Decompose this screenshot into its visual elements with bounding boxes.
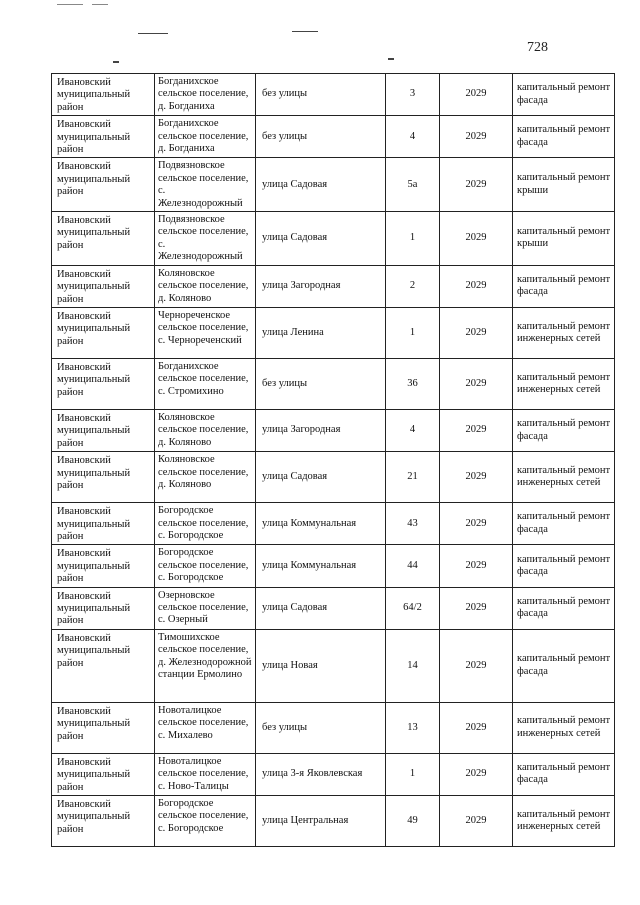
street-cell: без улицы (256, 116, 386, 158)
year-cell: 2029 (440, 452, 513, 503)
settlement-cell: Новоталицкое сельское поселение, с. Михалево (155, 702, 256, 753)
settlement-cell: Подвязновское сельское поселение, с. Железнодорожный (155, 212, 256, 266)
table-row (52, 74, 615, 116)
district-cell: Ивановский муниципальный район (52, 307, 155, 358)
district-cell: Ивановский муниципальный район (52, 358, 155, 409)
house-number-cell: 64/2 (386, 587, 440, 629)
year-cell: 2029 (440, 702, 513, 753)
settlement-cell: Новоталицкое сельское поселение, с. Ново-Талицы (155, 753, 256, 795)
table-row (52, 503, 615, 545)
year-cell: 2029 (440, 629, 513, 702)
year-cell: 2029 (440, 212, 513, 266)
district-cell: Ивановский муниципальный район (52, 409, 155, 451)
district-cell: Ивановский муниципальный район (52, 265, 155, 307)
street-cell: улица Новая (256, 629, 386, 702)
street-cell: улица Центральная (256, 796, 386, 847)
district-cell: Ивановский муниципальный район (52, 587, 155, 629)
house-number-cell: 21 (386, 452, 440, 503)
scan-artifact (113, 61, 119, 63)
house-number-cell: 36 (386, 358, 440, 409)
district-cell: Ивановский муниципальный район (52, 212, 155, 266)
settlement-cell: Тимошихское сельское поселение, д. Железнодорожной станции Ермолино (155, 629, 256, 702)
year-cell: 2029 (440, 796, 513, 847)
work-type-cell: капитальный ремонт фасада (513, 409, 615, 451)
work-type-cell: капитальный ремонт фасада (513, 74, 615, 116)
settlement-cell: Богданихское сельское поселение, д. Богданиха (155, 116, 256, 158)
page-number: 728 (527, 40, 548, 55)
table-row (52, 358, 615, 409)
district-cell: Ивановский муниципальный район (52, 702, 155, 753)
settlement-cell: Чернореченское сельское поселение, с. Чернореченский (155, 307, 256, 358)
settlement-cell: Богородское сельское поселение, с. Богородское (155, 503, 256, 545)
work-type-cell: капитальный ремонт фасада (513, 545, 615, 587)
settlement-cell: Богданихское сельское поселение, с. Стромихино (155, 358, 256, 409)
house-number-cell: 4 (386, 409, 440, 451)
street-cell: улица 3-я Яковлевская (256, 753, 386, 795)
district-cell: Ивановский муниципальный район (52, 158, 155, 212)
street-cell: без улицы (256, 74, 386, 116)
year-cell: 2029 (440, 587, 513, 629)
settlement-cell: Богородское сельское поселение, с. Богородское (155, 545, 256, 587)
scan-artifact (292, 31, 318, 32)
district-cell: Ивановский муниципальный район (52, 116, 155, 158)
year-cell: 2029 (440, 358, 513, 409)
settlement-cell: Коляновское сельское поселение, д. Коляново (155, 452, 256, 503)
street-cell: без улицы (256, 702, 386, 753)
work-type-cell: капитальный ремонт инженерных сетей (513, 452, 615, 503)
street-cell: улица Загородная (256, 409, 386, 451)
work-type-cell: капитальный ремонт инженерных сетей (513, 358, 615, 409)
table-row (52, 796, 615, 847)
district-cell: Ивановский муниципальный район (52, 796, 155, 847)
year-cell: 2029 (440, 158, 513, 212)
house-number-cell: 1 (386, 212, 440, 266)
house-number-cell: 4 (386, 116, 440, 158)
district-cell: Ивановский муниципальный район (52, 503, 155, 545)
table-row (52, 307, 615, 358)
house-number-cell: 1 (386, 753, 440, 795)
work-type-cell: капитальный ремонт фасада (513, 116, 615, 158)
table-row (52, 265, 615, 307)
work-type-cell: капитальный ремонт инженерных сетей (513, 796, 615, 847)
work-type-cell: капитальный ремонт фасада (513, 629, 615, 702)
street-cell: улица Коммунальная (256, 545, 386, 587)
settlement-cell: Богданихское сельское поселение, д. Богданиха (155, 74, 256, 116)
work-type-cell: капитальный ремонт инженерных сетей (513, 702, 615, 753)
year-cell: 2029 (440, 409, 513, 451)
house-number-cell: 49 (386, 796, 440, 847)
table-row (52, 629, 615, 702)
street-cell: улица Загородная (256, 265, 386, 307)
year-cell: 2029 (440, 265, 513, 307)
scan-artifact (92, 4, 108, 5)
house-number-cell: 44 (386, 545, 440, 587)
house-number-cell: 3 (386, 74, 440, 116)
work-type-cell: капитальный ремонт фасада (513, 587, 615, 629)
district-cell: Ивановский муниципальный район (52, 629, 155, 702)
district-cell: Ивановский муниципальный район (52, 753, 155, 795)
year-cell: 2029 (440, 545, 513, 587)
house-number-cell: 43 (386, 503, 440, 545)
street-cell: улица Коммунальная (256, 503, 386, 545)
scan-artifact (138, 33, 168, 34)
year-cell: 2029 (440, 503, 513, 545)
settlement-cell: Подвязновское сельское поселение, с. Железнодорожный (155, 158, 256, 212)
scan-artifact (57, 4, 83, 5)
year-cell: 2029 (440, 116, 513, 158)
work-type-cell: капитальный ремонт крыши (513, 212, 615, 266)
table-row (52, 587, 615, 629)
table-row (52, 212, 615, 266)
work-type-cell: капитальный ремонт фасада (513, 753, 615, 795)
work-type-cell: капитальный ремонт инженерных сетей (513, 307, 615, 358)
house-number-cell: 5а (386, 158, 440, 212)
scan-artifact (388, 58, 394, 60)
district-cell: Ивановский муниципальный район (52, 74, 155, 116)
street-cell: улица Ленина (256, 307, 386, 358)
table-row (52, 702, 615, 753)
table-row (52, 545, 615, 587)
year-cell: 2029 (440, 74, 513, 116)
table-row (52, 158, 615, 212)
house-number-cell: 1 (386, 307, 440, 358)
year-cell: 2029 (440, 753, 513, 795)
house-number-cell: 13 (386, 702, 440, 753)
street-cell: улица Садовая (256, 587, 386, 629)
work-type-cell: капитальный ремонт фасада (513, 503, 615, 545)
settlement-cell: Коляновское сельское поселение, д. Коляново (155, 265, 256, 307)
street-cell: улица Садовая (256, 158, 386, 212)
settlement-cell: Коляновское сельское поселение, д. Коляново (155, 409, 256, 451)
district-cell: Ивановский муниципальный район (52, 545, 155, 587)
table-row (52, 753, 615, 795)
street-cell: улица Садовая (256, 212, 386, 266)
district-cell: Ивановский муниципальный район (52, 452, 155, 503)
table-row (52, 452, 615, 503)
work-type-cell: капитальный ремонт крыши (513, 158, 615, 212)
table-row (52, 116, 615, 158)
house-number-cell: 14 (386, 629, 440, 702)
settlement-cell: Озерновское сельское поселение, с. Озерный (155, 587, 256, 629)
settlement-cell: Богородское сельское поселение, с. Богородское (155, 796, 256, 847)
street-cell: улица Садовая (256, 452, 386, 503)
work-type-cell: капитальный ремонт фасада (513, 265, 615, 307)
repair-schedule-table (51, 73, 614, 847)
house-number-cell: 2 (386, 265, 440, 307)
table-body (52, 74, 615, 847)
year-cell: 2029 (440, 307, 513, 358)
street-cell: без улицы (256, 358, 386, 409)
table-row (52, 409, 615, 451)
